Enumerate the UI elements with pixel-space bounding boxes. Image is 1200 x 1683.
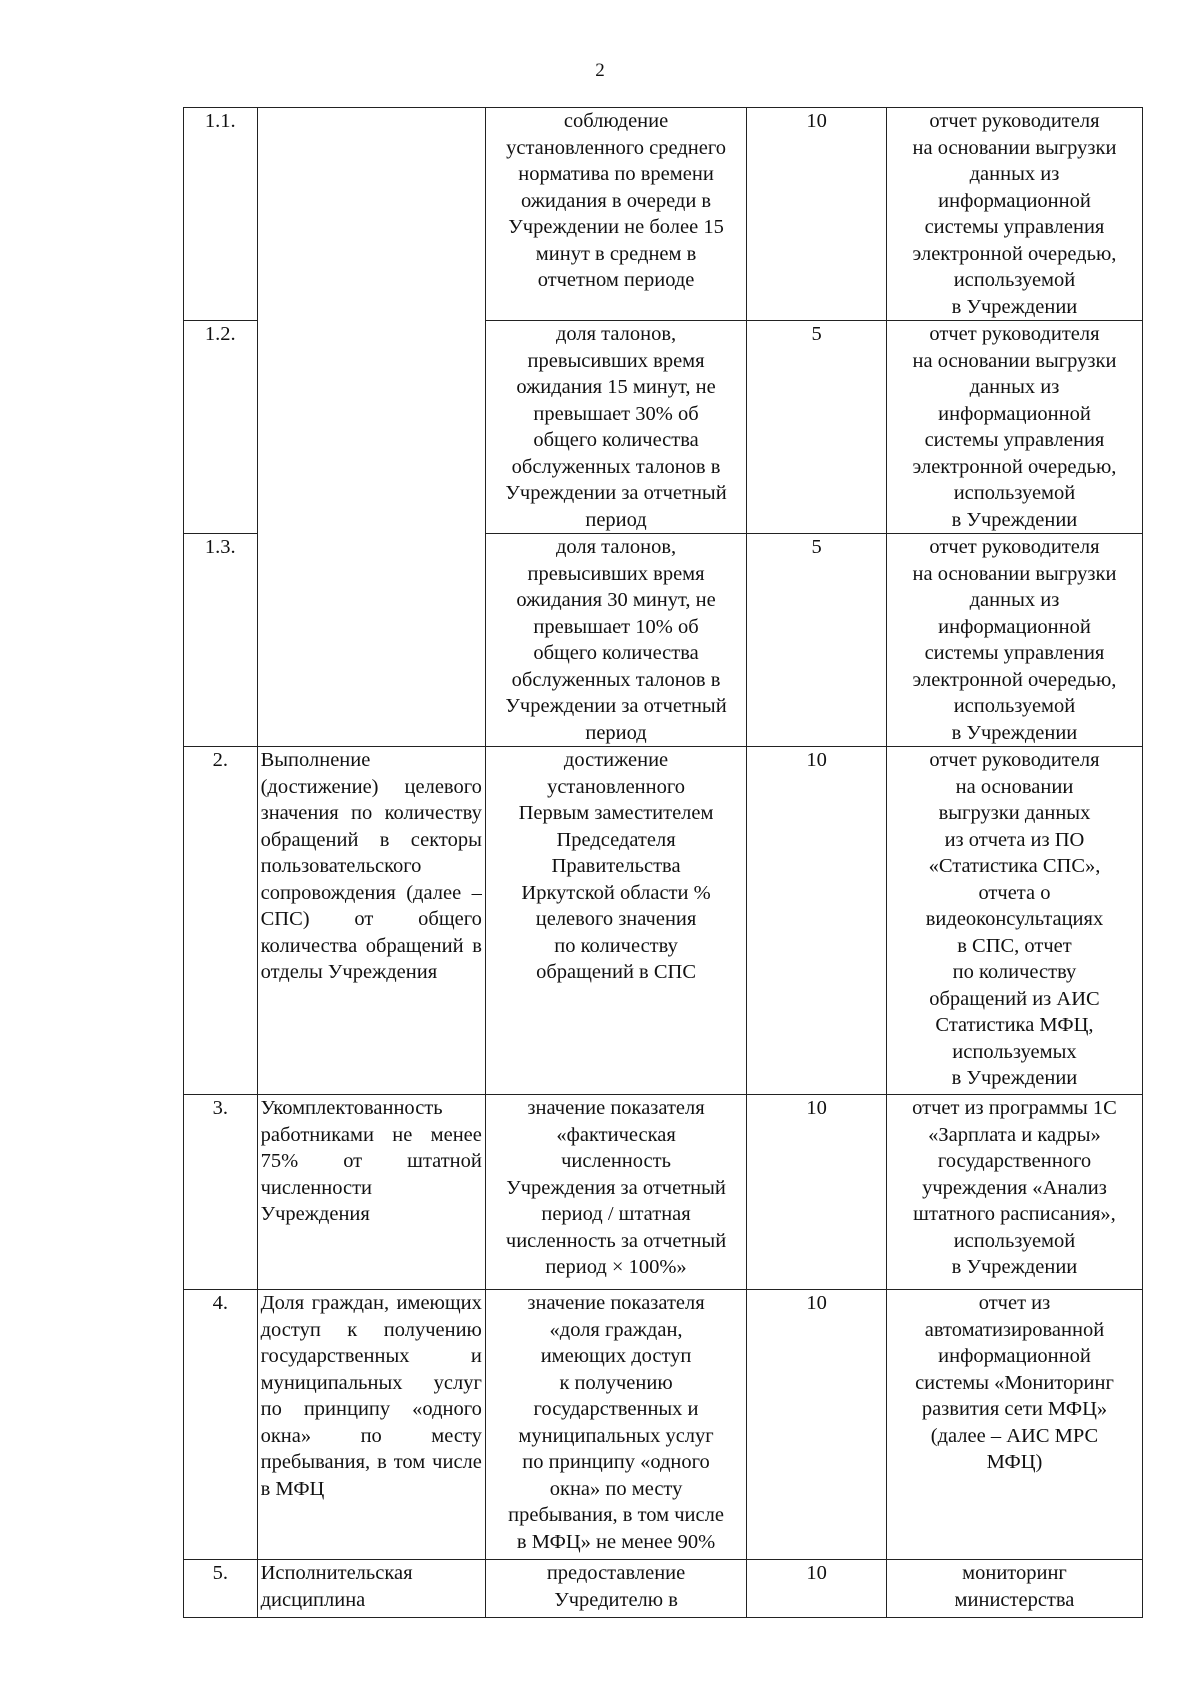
row-number: 5.	[184, 1560, 258, 1618]
criterion-name: Исполнительская дисциплина	[257, 1560, 485, 1618]
criterion-source: отчет из программы 1С «Зарплата и кадры» государственного учреждения «Анализ штатного расписания», используемой в Учреждении	[886, 1095, 1142, 1290]
criterion-points: 5	[747, 534, 887, 747]
row-number: 3.	[184, 1095, 258, 1290]
criterion-name: Выполнение (достижение) целевого значения по количеству обращений в секторы пользовательского сопровождения (далее – СПС) от общего количества обращений в отделы Учреждения	[257, 747, 485, 1095]
criterion-points: 5	[747, 321, 887, 534]
row-number: 1.2.	[184, 321, 258, 534]
row-number: 2.	[184, 747, 258, 1095]
criterion-points: 10	[747, 1290, 887, 1560]
criterion-name: Укомплектованность работниками не менее 75% от штатной численности Учреждения	[257, 1095, 485, 1290]
row-number: 1.3.	[184, 534, 258, 747]
criteria-table	[183, 107, 1143, 1618]
criterion-condition: доля талонов, превысивших время ожидания 15 минут, не превышает 30% об общего количества обслуженных талонов в Учреждении за отчетный период	[485, 321, 746, 534]
row-number: 4.	[184, 1290, 258, 1560]
criterion-points: 10	[747, 1095, 887, 1290]
criterion-condition: доля талонов, превысивших время ожидания 30 минут, не превышает 10% об общего количества обслуженных талонов в Учреждении за отчетный период	[485, 534, 746, 747]
criterion-condition: соблюдение установленного среднего норматива по времени ожидания в очереди в Учреждении не более 15 минут в среднем в отчетном периоде	[485, 108, 746, 321]
criterion-source: отчет руководителя на основании выгрузки данных из отчета из ПО «Статистика СПС», отчета о видеоконсультациях в СПС, отчет по количеству обращений из АИС Статистика МФЦ, используемых в Учреждении	[886, 747, 1142, 1095]
table-row	[184, 108, 1143, 321]
criterion-condition: достижение установленного Первым заместителем Председателя Правительства Иркутской области % целевого значения по количеству обращений в СПС	[485, 747, 746, 1095]
criterion-condition: значение показателя «фактическая численность Учреждения за отчетный период / штатная численность за отчетный период × 100%»	[485, 1095, 746, 1290]
page-number: 2	[595, 60, 605, 81]
criterion-source: отчет руководителя на основании выгрузки данных из информационной системы управления электронной очередью, используемой в Учреждении	[886, 321, 1142, 534]
table-row	[184, 747, 1143, 1095]
criterion-name: Доля граждан, имеющих доступ к получению государственных и муниципальных услуг по принципу «одного окна» по месту пребывания, в том числе в МФЦ	[257, 1290, 485, 1560]
criterion-source: отчет руководителя на основании выгрузки данных из информационной системы управления электронной очередью, используемой в Учреждении	[886, 534, 1142, 747]
row-number: 1.1.	[184, 108, 258, 321]
criterion-name	[257, 108, 485, 747]
table-row	[184, 1290, 1143, 1560]
table-row	[184, 1095, 1143, 1290]
criterion-points: 10	[747, 747, 887, 1095]
criterion-condition: значение показателя «доля граждан, имеющих доступ к получению государственных и муниципальных услуг по принципу «одного окна» по месту пребывания, в том числе в МФЦ» не менее 90%	[485, 1290, 746, 1560]
criterion-source: отчет руководителя на основании выгрузки данных из информационной системы управления электронной очередью, используемой в Учреждении	[886, 108, 1142, 321]
table-row	[184, 1560, 1143, 1618]
criterion-condition: предоставление Учредителю в	[485, 1560, 746, 1618]
criterion-points: 10	[747, 1560, 887, 1618]
criterion-points: 10	[747, 108, 887, 321]
criterion-source: мониторинг министерства	[886, 1560, 1142, 1618]
criterion-source: отчет из автоматизированной информационной системы «Мониторинг развития сети МФЦ» (далее – АИС МРС МФЦ)	[886, 1290, 1142, 1560]
